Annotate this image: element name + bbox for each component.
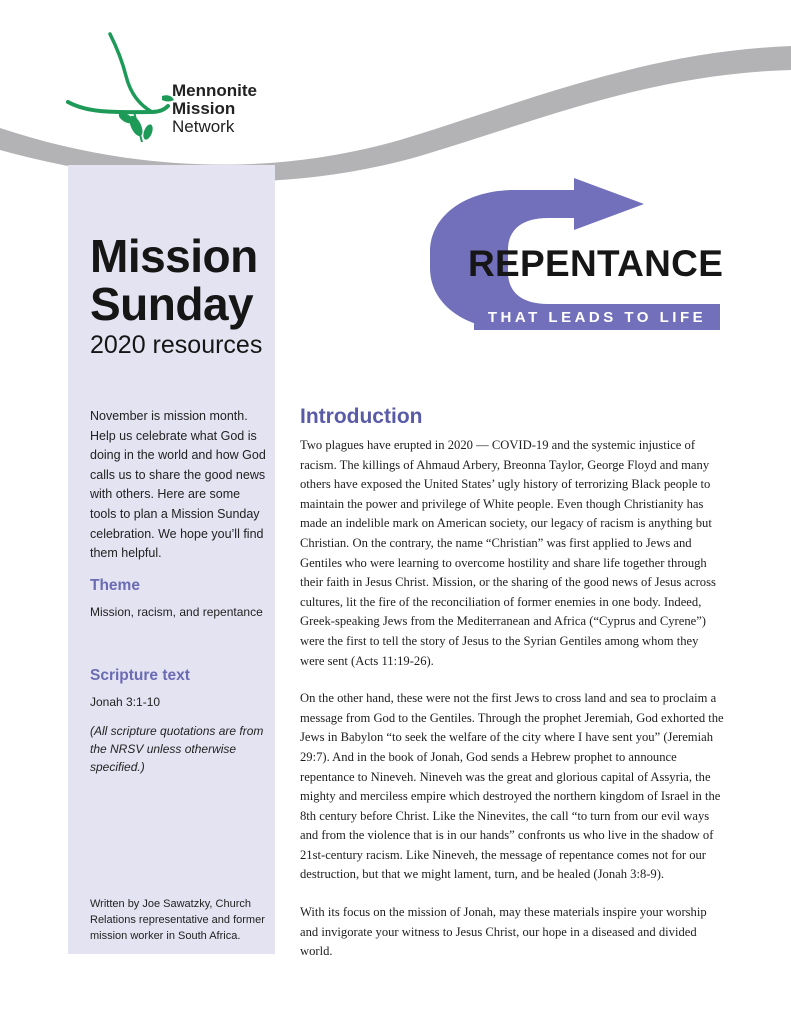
banner-word-repentance: REPENTANCE	[468, 243, 724, 284]
introduction-heading: Introduction	[300, 405, 423, 428]
org-name-line2: Mission	[172, 99, 236, 118]
author-credit: Written by Joe Sawatzky, Church Relations representative and former mission worker in South Africa.	[90, 898, 265, 942]
org-name-line1: Mennonite	[172, 81, 257, 100]
scripture-text: Jonah 3:1-10	[90, 695, 161, 709]
body-paragraph-1: Two plagues have erupted in 2020 — COVID-19 and the systemic injustice of racism. The killings of Ahmaud Arbery, Breonna Taylor, George Floyd and many others have exposed the United States’ ugly history of terrorizing Black people to maintain the power and privilege of White people. Even though Christianity has made an indelible mark on American society, our legacy of racism is anything but Christian. On the contrary, the name “Christian” was first applied to Jews and Gentiles who were learning to overcome hostility and share life together through their faith in Jesus Christ. Mission, or the sharing of the good news of Jesus across cultures, lit the fire of the reconciliation of former enemies in one body. Indeed, Greek-speaking Jews from the Mediterranean and Africa (“Cyprus and Cyrene”) were the first to tell the story of Jesus to the Syrian Gentiles among whom they were sent (Acts 11:19-26).	[300, 438, 716, 668]
body-paragraph-3: With its focus on the mission of Jonah, may these materials inspire your worship and invigorate your witness to Jesus Christ, our hope in a diseased and divided world.	[300, 905, 707, 959]
theme-heading: Theme	[90, 577, 140, 594]
title-subtitle: 2020 resources	[90, 331, 263, 359]
introduction-body	[300, 436, 725, 980]
theme-text: Mission, racism, and repentance	[90, 605, 263, 619]
sidebar-intro-text: November is mission month. Help us celebrate what God is doing in the world and how God calls us to share the good news with others. Here are some tools to plan a Mission Sunday celebration. We hope you’ll find them helpful.	[90, 409, 266, 561]
title-line-sunday: Sunday	[90, 278, 254, 330]
banner-tagline: THAT LEADS TO LIFE	[474, 306, 720, 330]
organization-name	[172, 82, 257, 136]
scripture-note: (All scripture quotations are from the NRSV unless otherwise specified.)	[90, 724, 264, 774]
scripture-heading: Scripture text	[90, 667, 190, 684]
org-name-line3: Network	[172, 117, 235, 136]
sidebar-title	[90, 232, 280, 360]
title-line-mission: Mission	[90, 230, 258, 282]
body-paragraph-2: On the other hand, these were not the first Jews to cross land and sea to proclaim a message from God to the Gentiles. Through the prophet Jeremiah, God exhorted the Jews in Babylon “to seek the welfare of the city where I have sent you” (Jeremiah 29:7). And in the book of Jonah, God sends a Hebrew prophet to announce repentance to Nineveh. Nineveh was the great and glorious capital of Assyria, the mighty and merciless empire which destroyed the northern kingdom of Israel in the 8th century before Christ. Like the Ninevites, the call “to turn from our evil ways and from the violence that is in our hands” confronts us who live in the shadow of 21st-century racism. Like Nineveh, the message of repentance comes not for our destruction, but that we might lament, turn, and be healed (Jonah 3:8-9).	[300, 691, 724, 882]
dove-logo-icon	[66, 30, 176, 145]
